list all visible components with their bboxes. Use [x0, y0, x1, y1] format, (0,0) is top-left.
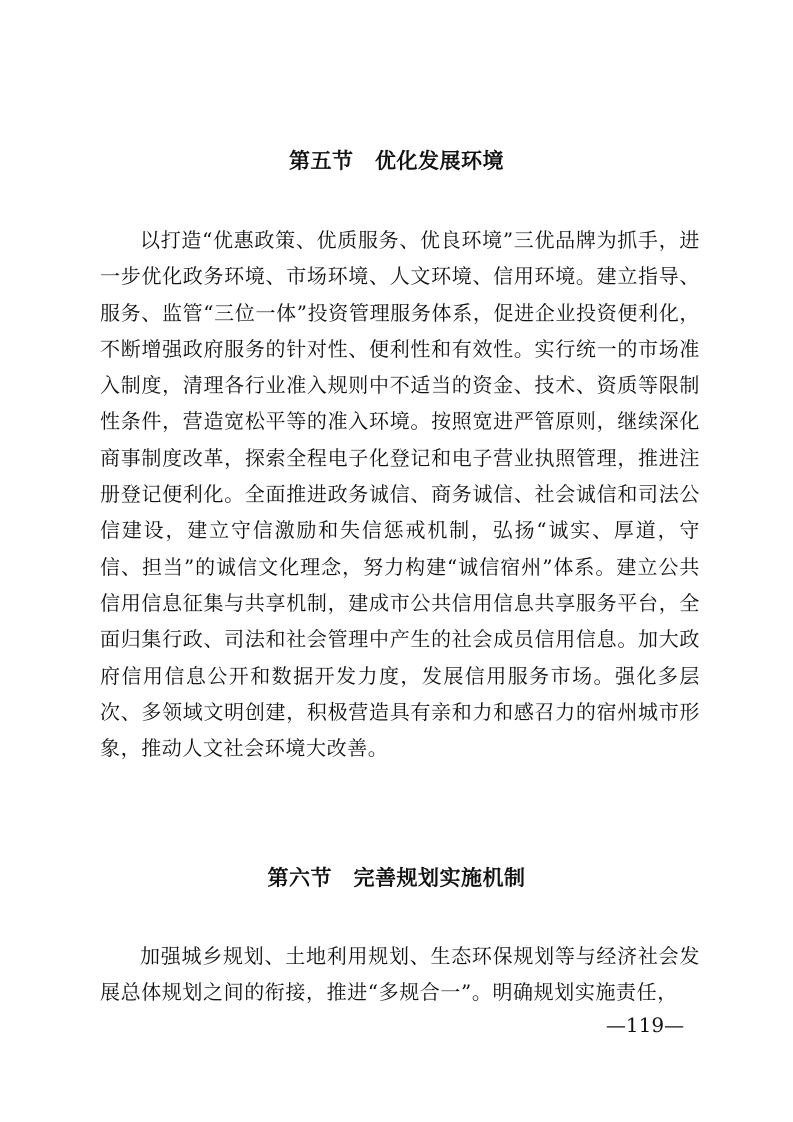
section-5-heading: 第五节 优化发展环境 [289, 149, 504, 173]
page-number: —119— [605, 1013, 685, 1037]
section-6-paragraph: 加强城乡规划、土地利用规划、生态环保规划等与经济社会发展总体规划之间的衔接，推进“多规合一”。明确规划实施责任， [100, 944, 700, 1005]
section-6-heading: 第六节 完善规划实施机制 [267, 866, 526, 890]
section-5-paragraph: 以打造“优惠政策、优质服务、优良环境”三优品牌为抓手，进一步优化政务环境、市场环境、人文环境、信用环境。建立指导、服务、监管“三位一体”投资管理服务体系，促进企业投资便利化，不断增强政府服务的针对性、便利性和有效性。实行统一的市场准入制度，清理各行业准入规则中不适当的资金、技术、资质等限制性条件，营造宽松平等的准入环境。按照宽进严管原则，继续深化商事制度改革，探索全程电子化登记和电子营业执照管理，推进注册登记便利化。全面推进政务诚信、商务诚信、社会诚信和司法公信建设，建立守信激励和失信惩戒机制，弘扬“诚实、厚道，守信、担当”的诚信文化理念，努力构建“诚信宿州”体系。建立公共信用信息征集与共享机制，建成市公共信用信息共享服务平台，全面归集行政、司法和社会管理中产生的社会成员信用信息。加大政府信用信息公开和数据开发力度，发展信用服务市场。强化多层次、多领域文明创建，积极营造具有亲和力和感召力的宿州城市形象，推动人文社会环境大改善。 [100, 228, 700, 761]
